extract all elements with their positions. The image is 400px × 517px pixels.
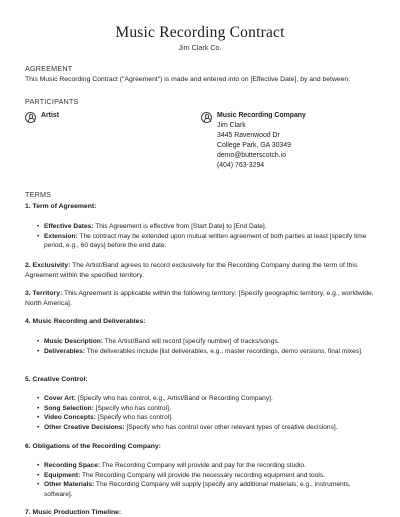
term-7-title: 7. Music Production Timeline: bbox=[25, 509, 122, 516]
artist-party bbox=[41, 111, 59, 121]
company-party bbox=[217, 111, 306, 171]
term-1-list bbox=[36, 222, 368, 251]
agreement-text: This Music Recording Contract ("Agreement") is made and entered into on [Effective Date], by and between: bbox=[25, 76, 351, 83]
terms-heading: TERMS bbox=[25, 190, 52, 199]
list-item: • Video Concepts: [Specify who has control]. bbox=[36, 413, 368, 423]
term-6-list bbox=[36, 461, 368, 499]
company-label: Music Recording Company bbox=[217, 112, 306, 119]
page-title: Music Recording Contract bbox=[115, 24, 285, 41]
list-item: • Other Materials: The Recording Company will supply [specify any additional materials, e.g., instruments, software]. bbox=[36, 480, 368, 499]
term-4-title: 4. Music Recording and Deliverables: bbox=[25, 318, 146, 325]
company-phone: (404) 763-3294 bbox=[217, 162, 265, 169]
term-2-exclusivity: 2. Exclusivity: The Artist/Band agrees to record exclusively for the Recording Company during the term of this Agreement within the specified territory. bbox=[25, 262, 358, 279]
artist-label: Artist bbox=[41, 112, 59, 119]
company-email: demo@butterscotch.io bbox=[217, 152, 287, 159]
list-item: • Deliverables: The deliverables include [list deliverables, e.g., master recordings, demo versions, final mixes]. bbox=[36, 347, 368, 357]
term-5-list bbox=[36, 394, 368, 432]
agreement-heading: AGREEMENT bbox=[25, 64, 73, 73]
list-item: • Extension: The contract may be extended upon mutual written agreement of both parties at least [specify time period, e.g., 60 days] before the end date. bbox=[36, 232, 368, 251]
term-1-title: 1. Term of Agreement: bbox=[25, 203, 97, 210]
list-item: • Recording Space: The Recording Company will provide and pay for the recording studio. bbox=[36, 461, 368, 471]
list-item: • Effective Dates: This Agreement is effective from [Start Date] to [End Date]. bbox=[36, 222, 368, 232]
term-5-title: 5. Creative Control: bbox=[25, 376, 88, 383]
company-name: Jim Clark Co. bbox=[178, 43, 222, 52]
list-item: • Song Selection: [Specify who has control]. bbox=[36, 404, 368, 414]
company-contact: Jim Clark bbox=[217, 122, 246, 129]
term-4-list bbox=[36, 337, 368, 356]
company-person-icon bbox=[201, 112, 212, 123]
artist-person-icon bbox=[25, 112, 36, 123]
term-3-territory: 3. Territory: This Agreement is applicable within the following territory: [Specify geographic territory, e.g., worldwide, North America]. bbox=[25, 290, 374, 307]
company-address-line2: College Park, GA 30349 bbox=[217, 142, 291, 149]
list-item: • Other Creative Decisions: [Specify who has control over other relevant types of creative decisions]. bbox=[36, 423, 368, 433]
company-address-line1: 3445 Ravenwood Dr bbox=[217, 132, 280, 139]
list-item: • Music Description: The Artist/Band will record [specify number] of tracks/songs. bbox=[36, 337, 368, 347]
participants-heading: PARTICIPANTS bbox=[25, 97, 79, 106]
list-item: • Cover Art: [Specify who has control, e.g., Artist/Band or Recording Company]. bbox=[36, 394, 368, 404]
list-item: • Equipment: The Recording Company will provide the necessary recording equipment and tools. bbox=[36, 471, 368, 481]
term-6-title: 6. Obligations of the Recording Company: bbox=[25, 443, 161, 450]
